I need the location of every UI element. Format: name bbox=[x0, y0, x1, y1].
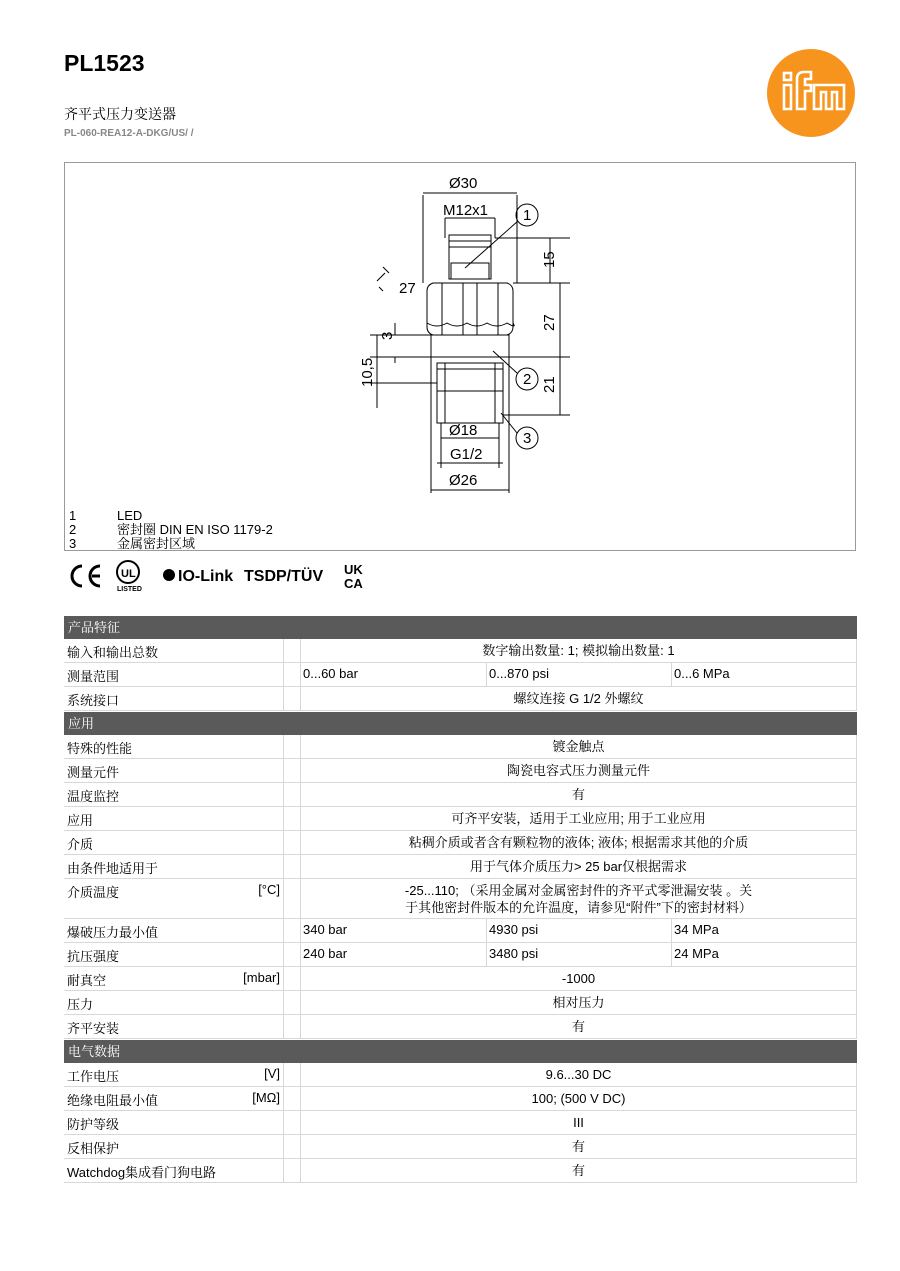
svg-text:UL: UL bbox=[121, 568, 136, 580]
dim-27: 27 bbox=[541, 314, 558, 331]
dim-10-5: 10,5 bbox=[359, 357, 376, 387]
certification-logos bbox=[64, 558, 394, 594]
table-row: 反相保护 有 bbox=[64, 1135, 857, 1159]
table-row: 压力 相对压力 bbox=[64, 991, 857, 1015]
table-row: 绝缘电阻最小值 [MΩ] 100; (500 V DC) bbox=[64, 1087, 857, 1111]
section-header-features: 产品特征 bbox=[64, 616, 857, 639]
ifm-logo bbox=[767, 49, 855, 137]
tsdp-tuv-icon: TSDP/TÜV bbox=[244, 568, 324, 585]
table-row: 齐平安装 有 bbox=[64, 1015, 857, 1039]
table-row: 抗压强度 240 bar 3480 psi 24 MPa bbox=[64, 943, 857, 967]
svg-text:UK: UK bbox=[344, 562, 363, 577]
ce-mark-icon bbox=[72, 566, 100, 586]
product-code: PL-060-REA12-A-DKG/US/ / bbox=[64, 128, 194, 139]
table-row: 介质 粘稠介质或者含有颗粒物的液体; 液体; 根据需求其他的介质 bbox=[64, 831, 857, 855]
dim-3: 3 bbox=[379, 331, 396, 340]
callout-3: 3 bbox=[523, 430, 532, 447]
drawing-legend bbox=[69, 509, 273, 551]
table-row: 介质温度 [°C] -25...110; （采用金属对金属密封件的齐平式零泄漏安装 。关 于其他密封件版本的允许温度，请参见“附件”下的密封材料） bbox=[64, 879, 857, 919]
table-row: 防护等级 III bbox=[64, 1111, 857, 1135]
table-row: 工作电压 [V] 9.6...30 DC bbox=[64, 1063, 857, 1087]
legend-item: 1 LED bbox=[69, 508, 143, 523]
table-row: 爆破压力最小值 340 bar 4930 psi 34 MPa bbox=[64, 919, 857, 943]
dimension-drawing bbox=[64, 162, 856, 551]
table-row: 系统接口 螺纹连接 G 1/2 外螺纹 bbox=[64, 687, 857, 711]
table-row: 测量范围 0...60 bar 0...870 psi 0...6 MPa bbox=[64, 663, 857, 687]
svg-text:LISTED: LISTED bbox=[117, 586, 142, 593]
spec-table bbox=[64, 615, 857, 1183]
ukca-icon bbox=[344, 562, 363, 591]
legend-item: 3 金属密封区域 bbox=[69, 536, 196, 551]
sensor-dimension-svg bbox=[65, 163, 855, 550]
table-row: 温度监控 有 bbox=[64, 783, 857, 807]
table-row: 特殊的性能 镀金触点 bbox=[64, 735, 857, 759]
dim-d18: Ø18 bbox=[449, 422, 478, 439]
dim-wrench: 27 bbox=[399, 280, 416, 297]
dim-g12: G1/2 bbox=[450, 446, 483, 463]
section-header-electrical: 电气数据 bbox=[64, 1040, 857, 1063]
dim-d30: Ø30 bbox=[449, 175, 478, 192]
product-subtitle: 齐平式压力变送器 bbox=[64, 106, 176, 122]
dim-d26: Ø26 bbox=[449, 472, 478, 489]
dim-15: 15 bbox=[541, 251, 558, 268]
io-link-icon bbox=[163, 568, 233, 585]
ul-listed-icon bbox=[117, 561, 142, 593]
callout-2: 2 bbox=[523, 371, 532, 388]
table-row: 应用 可齐平安装，适用于工业应用; 用于工业应用 bbox=[64, 807, 857, 831]
table-row: Watchdog集成看门狗电路 有 bbox=[64, 1159, 857, 1183]
svg-text:IO-Link: IO-Link bbox=[178, 568, 234, 585]
table-row: 由条件地适用于 用于气体介质压力> 25 bar仅根据需求 bbox=[64, 855, 857, 879]
section-header-application: 应用 bbox=[64, 712, 857, 735]
dim-21: 21 bbox=[541, 376, 558, 393]
legend-item: 2 密封圈 DIN EN ISO 1179-2 bbox=[69, 522, 273, 537]
product-title: PL1523 bbox=[64, 50, 145, 76]
table-row: 输入和输出总数 数字输出数量: 1; 模拟输出数量: 1 bbox=[64, 639, 857, 663]
dim-m12: M12x1 bbox=[443, 202, 489, 219]
table-row: 测量元件 陶瓷电容式压力测量元件 bbox=[64, 759, 857, 783]
svg-text:CA: CA bbox=[344, 576, 363, 591]
callout-1: 1 bbox=[523, 207, 532, 224]
table-row: 耐真空 [mbar] -1000 bbox=[64, 967, 857, 991]
